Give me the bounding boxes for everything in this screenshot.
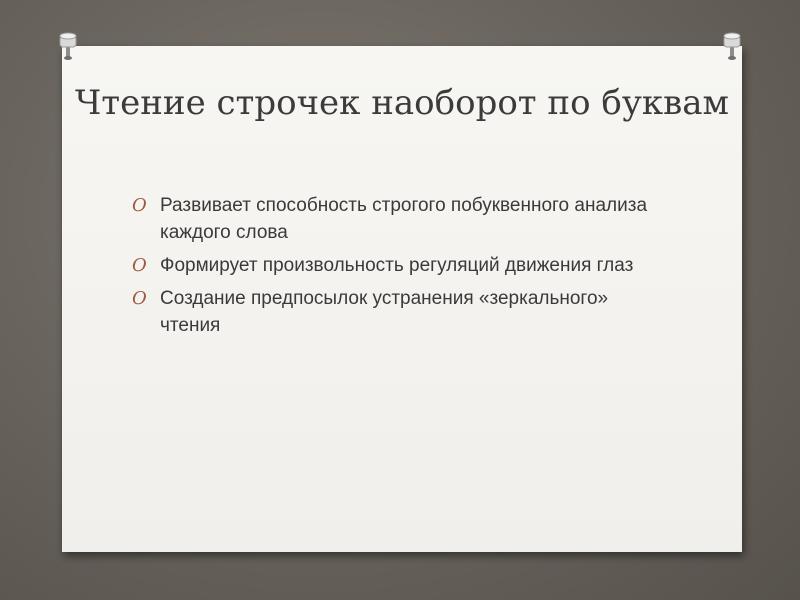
bullet-text: Создание предпосылок устранения «зеркального» чтения (160, 288, 609, 336)
bullet-item (132, 285, 672, 339)
slide-title: Чтение строчек наоборот по буквам (75, 83, 729, 123)
bullet-list (132, 192, 672, 345)
pushpin-icon (58, 32, 78, 62)
bullet-marker: O (132, 288, 147, 309)
bullet-text: Развивает способность строгого побуквенного анализа каждого слова (160, 195, 648, 243)
bullet-marker: O (132, 255, 147, 276)
bullet-item (132, 252, 672, 279)
bullet-item (132, 192, 672, 246)
bullet-marker: O (132, 195, 147, 216)
bullet-text: Формирует произвольность регуляций движения глаз (160, 255, 634, 276)
pushpin-icon (722, 32, 742, 62)
